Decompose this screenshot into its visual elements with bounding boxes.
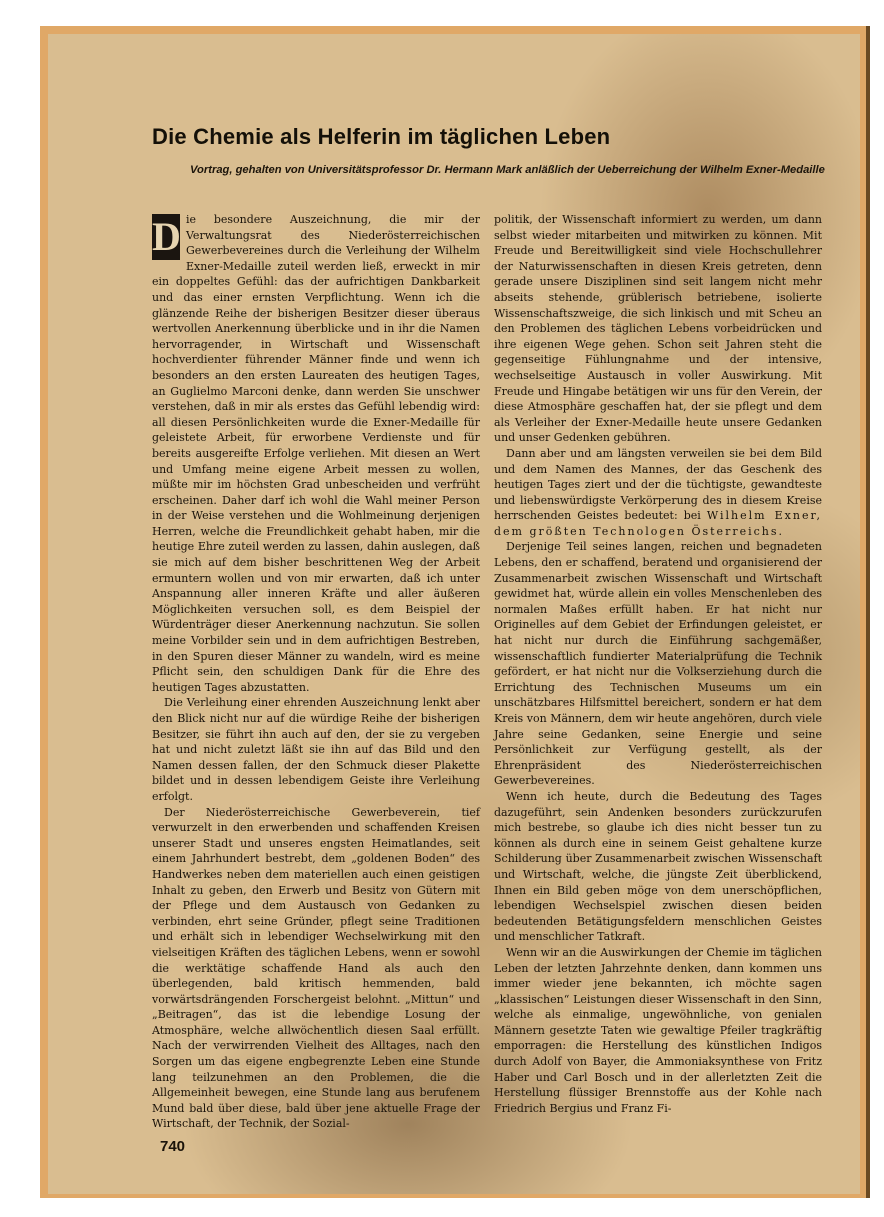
paragraph: Wenn wir an die Auswirkungen der Chemie im täglichen Leben der letzten Jahrzehnte denken, dann kommen uns immer wieder jene bekannten, ich möchte sagen „klassischen“ Leistungen dieser Wissenschaft in den Sinn, welche als einmalige, ungewöhnliche, von genialen Männern gesetzte Taten wie gewaltige Pfeiler tragkräftig emporragen: die Herstellung des künstlichen Indigos durch Adolf von Bayer, die Ammoniaksynthese von Fritz Haber und Carl Bosch und in der allerletzten Zeit die Herstellung flüssiger Brennstoffe aus der Kohle nach Friedrich Bergius und Franz Fi- xyxy=(494,945,822,1115)
right-column xyxy=(494,212,822,1116)
article-subtitle: Vortrag, gehalten von Universitätsprofessor Dr. Hermann Mark anläßlich der Ueberreichung der Wilhelm Exner-Medaille xyxy=(190,164,825,176)
paragraph: Die Verleihung einer ehrenden Auszeichnung lenkt aber den Blick nicht nur auf die würdige Reihe der bisherigen Besitzer, sie führt ihn auch auf den, der sie zu vergeben hat und nicht zuletzt läßt sie ihn auf das Bild und den Namen dessen fallen, der den Schmuck dieser Plakette bildet und in dessen lebendigem Geiste ihre Verleihung erfolgt. xyxy=(152,696,480,803)
left-column xyxy=(152,212,480,1132)
paragraph-text: Dann aber und am längsten verweilen sie bei dem Bild und dem Namen des Mannes, der das Geschenk des heutigen Tages ziert und der die tüchtigste, gewandteste und liebenswürdigste Verkörperung des in diesem Kreise herrschenden Geistes bedeutet: bei xyxy=(494,446,822,523)
paragraph xyxy=(494,446,822,540)
spaced-emphasis: Wilhelm Exner, dem größten Technologen Österreichs. xyxy=(494,509,822,538)
page-number: 740 xyxy=(160,1138,186,1155)
paragraph: politik, der Wissenschaft informiert zu werden, um dann selbst wieder mitarbeiten und mitwirken zu können. Mit Freude und Bereitwilligkeit sind viele Hochschullehrer der Naturwissenschaften in diesen Kreis getreten, denn gerade unsere Disziplinen sind seit langem nicht mehr abseits stehende, grüblerisch betriebene, isolierte Wissenschaftszweige, die sich linkisch und mit Scheu an den Problemen des täglichen Lebens vorbeidrücken und ihre eigenen Wege gehen. Schon seit Jahren steht die gegenseitige Fühlungnahme und der intensive, wechselseitige Austausch in voller Auswirkung. Mit Freude und Hingabe betätigen wir uns für den Verein, der diese Atmosphäre geschaffen hat, der sie pflegt und dem als Verleiher der Exner-Medaille heute unsere Gedanken und unser Gedenken gebühren. xyxy=(494,213,822,445)
page-surface xyxy=(48,34,860,1194)
paragraph: Wenn ich heute, durch die Bedeutung des Tages dazugeführt, sein Andenken besonders zurückzurufen mich bestrebe, so glaube ich dies nicht besser tun zu können als durch eine in seinem Geist gehaltene kurze Schilderung über Zusammenarbeit zwischen Wissenschaft und Wirtschaft, welche, die jüngste Zeit überblickend, Ihnen ein Bild geben möge von dem unerschöpflichen, lebendigen Wechselspiel zwischen diesen beiden bedeutenden Betätigungsfeldern menschlichen Geistes und menschlicher Tatkraft. xyxy=(494,789,822,944)
article-title: Die Chemie als Helferin im täglichen Leben xyxy=(152,124,611,149)
paragraph: Derjenige Teil seines langen, reichen und begnadeten Lebens, den er schaffend, beratend und organisierend der Zusammenarbeit zwischen Wissenschaft und Wirtschaft gewidmet hat, würde allein ein volles Menschenleben des normalen Maßes erfüllt haben. Er hat nicht nur Originelles auf dem Gebiet der Erfindungen geleistet, er hat nicht nur durch die Einführung sachgemäßer, wissenschaftlich fundierter Materialprüfung die Technik gefördert, er hat nicht nur die Volkserziehung durch die Errichtung des Technischen Museums um ein unschätzbares Hilfsmittel bereichert, sondern er hat dem Kreis von Männern, dem wir heute angehören, durch viele Jahre seine Gedanken, seine Energie und seine Persönlichkeit zur Verfügung gestellt, als der Ehrenpräsident des Niederösterreichischen Gewerbevereines. xyxy=(494,540,822,788)
paragraph: ie besondere Auszeichnung, die mir der Verwaltungsrat des Niederösterreichischen Gewerbevereines durch die Verleihung der Wilhelm Exner-Medaille zuteil werden ließ, erweckt in mir ein doppeltes Gefühl: das der aufrichtigen Dankbarkeit und das einer ernsten Verpflichtung. Wenn ich die glänzende Reihe der bisherigen Besitzer dieser überaus wertvollen Anerkennung überblicke und in ihr die Namen hervorragender, in Wirtschaft und Wissenschaft hochverdienter führender Männer finde und wenn ich besonders an den ersten Laureaten des heutigen Tages, an Guglielmo Marconi denke, dann werden Sie unschwer verstehen, daß in mir als erstes das Gefühl lebendig wird: all diesen Persönlichkeiten wurde die Exner-Medaille für geleistete Arbeit, für erworbene Verdienste und für bereits ausgereifte Erfolge verliehen. Mit diesen an Wert und Umfang meine eigene Arbeit messen zu wollen, müßte mir im höchsten Grad unbescheiden und verfrüht erscheinen. Daher darf ich wohl die Wahl meiner Person in der Weise verstehen und die Wohlmeinung derjenigen Herren, welche die Freundlichkeit gehabt haben, mir die heutige Ehre zuteil werden zu lassen, dahin auslegen, daß sie mich auf dem bisher beschrittenen Weg der Arbeit ermuntern wollen und von mir erwarten, daß ich unter Anspannung aller inneren Kräfte und aller äußeren Möglichkeiten versuchen soll, es dem Beispiel der Würdenträger dieser Anerkennung nachzutun. Sie sollen meine Vorbilder sein und in dem aufrichtigen Bestreben, in den Spuren dieser Männer zu wandeln, wird es meine Pflicht sein, den schuldigen Dank für die Ehre des heutigen Tages abzustatten. xyxy=(152,213,480,694)
drop-cap: D xyxy=(152,214,181,259)
paragraph: Der Niederösterreichische Gewerbeverein, tief verwurzelt in den erwerbenden und schaffenden Kreisen unserer Stadt und unseres engsten Heimatlandes, seit einem Jahrhundert bestrebt, dem „goldenen Boden“ des Handwerkes neben dem materiellen auch einen geistigen Inhalt zu geben, den Erwerb und Besitz von Gütern mit der Pflege und dem Austausch von Gedanken zu verbinden, ehrt seine Gründer, pflegt seine Traditionen und erhält sich in lebendiger Wechselwirkung mit den vielseitigen Kräften des täglichen Lebens, wenn er sowohl die werktätige schaffende Hand als auch den überlegenden, bald kritisch hemmenden, bald vorwärtsdrängenden Forschergeist belohnt. „Mittun“ und „Beitragen“, das ist die lebendige Losung der Atmosphäre, welche allwöchentlich diesen Saal erfüllt. Nach der verwirrenden Vielheit des Alltages, nach den Sorgen um das eigene engbegrenzte Leben eine Stunde lang teilzunehmen an den Problemen, die die Allgemeinheit bewegen, eine Stunde lang aus berufenem Mund bald über diese, bald über jene aktuelle Frage der Wirtschaft, der Technik, der Sozial- xyxy=(152,805,480,1131)
paper-sheet xyxy=(40,26,870,1198)
